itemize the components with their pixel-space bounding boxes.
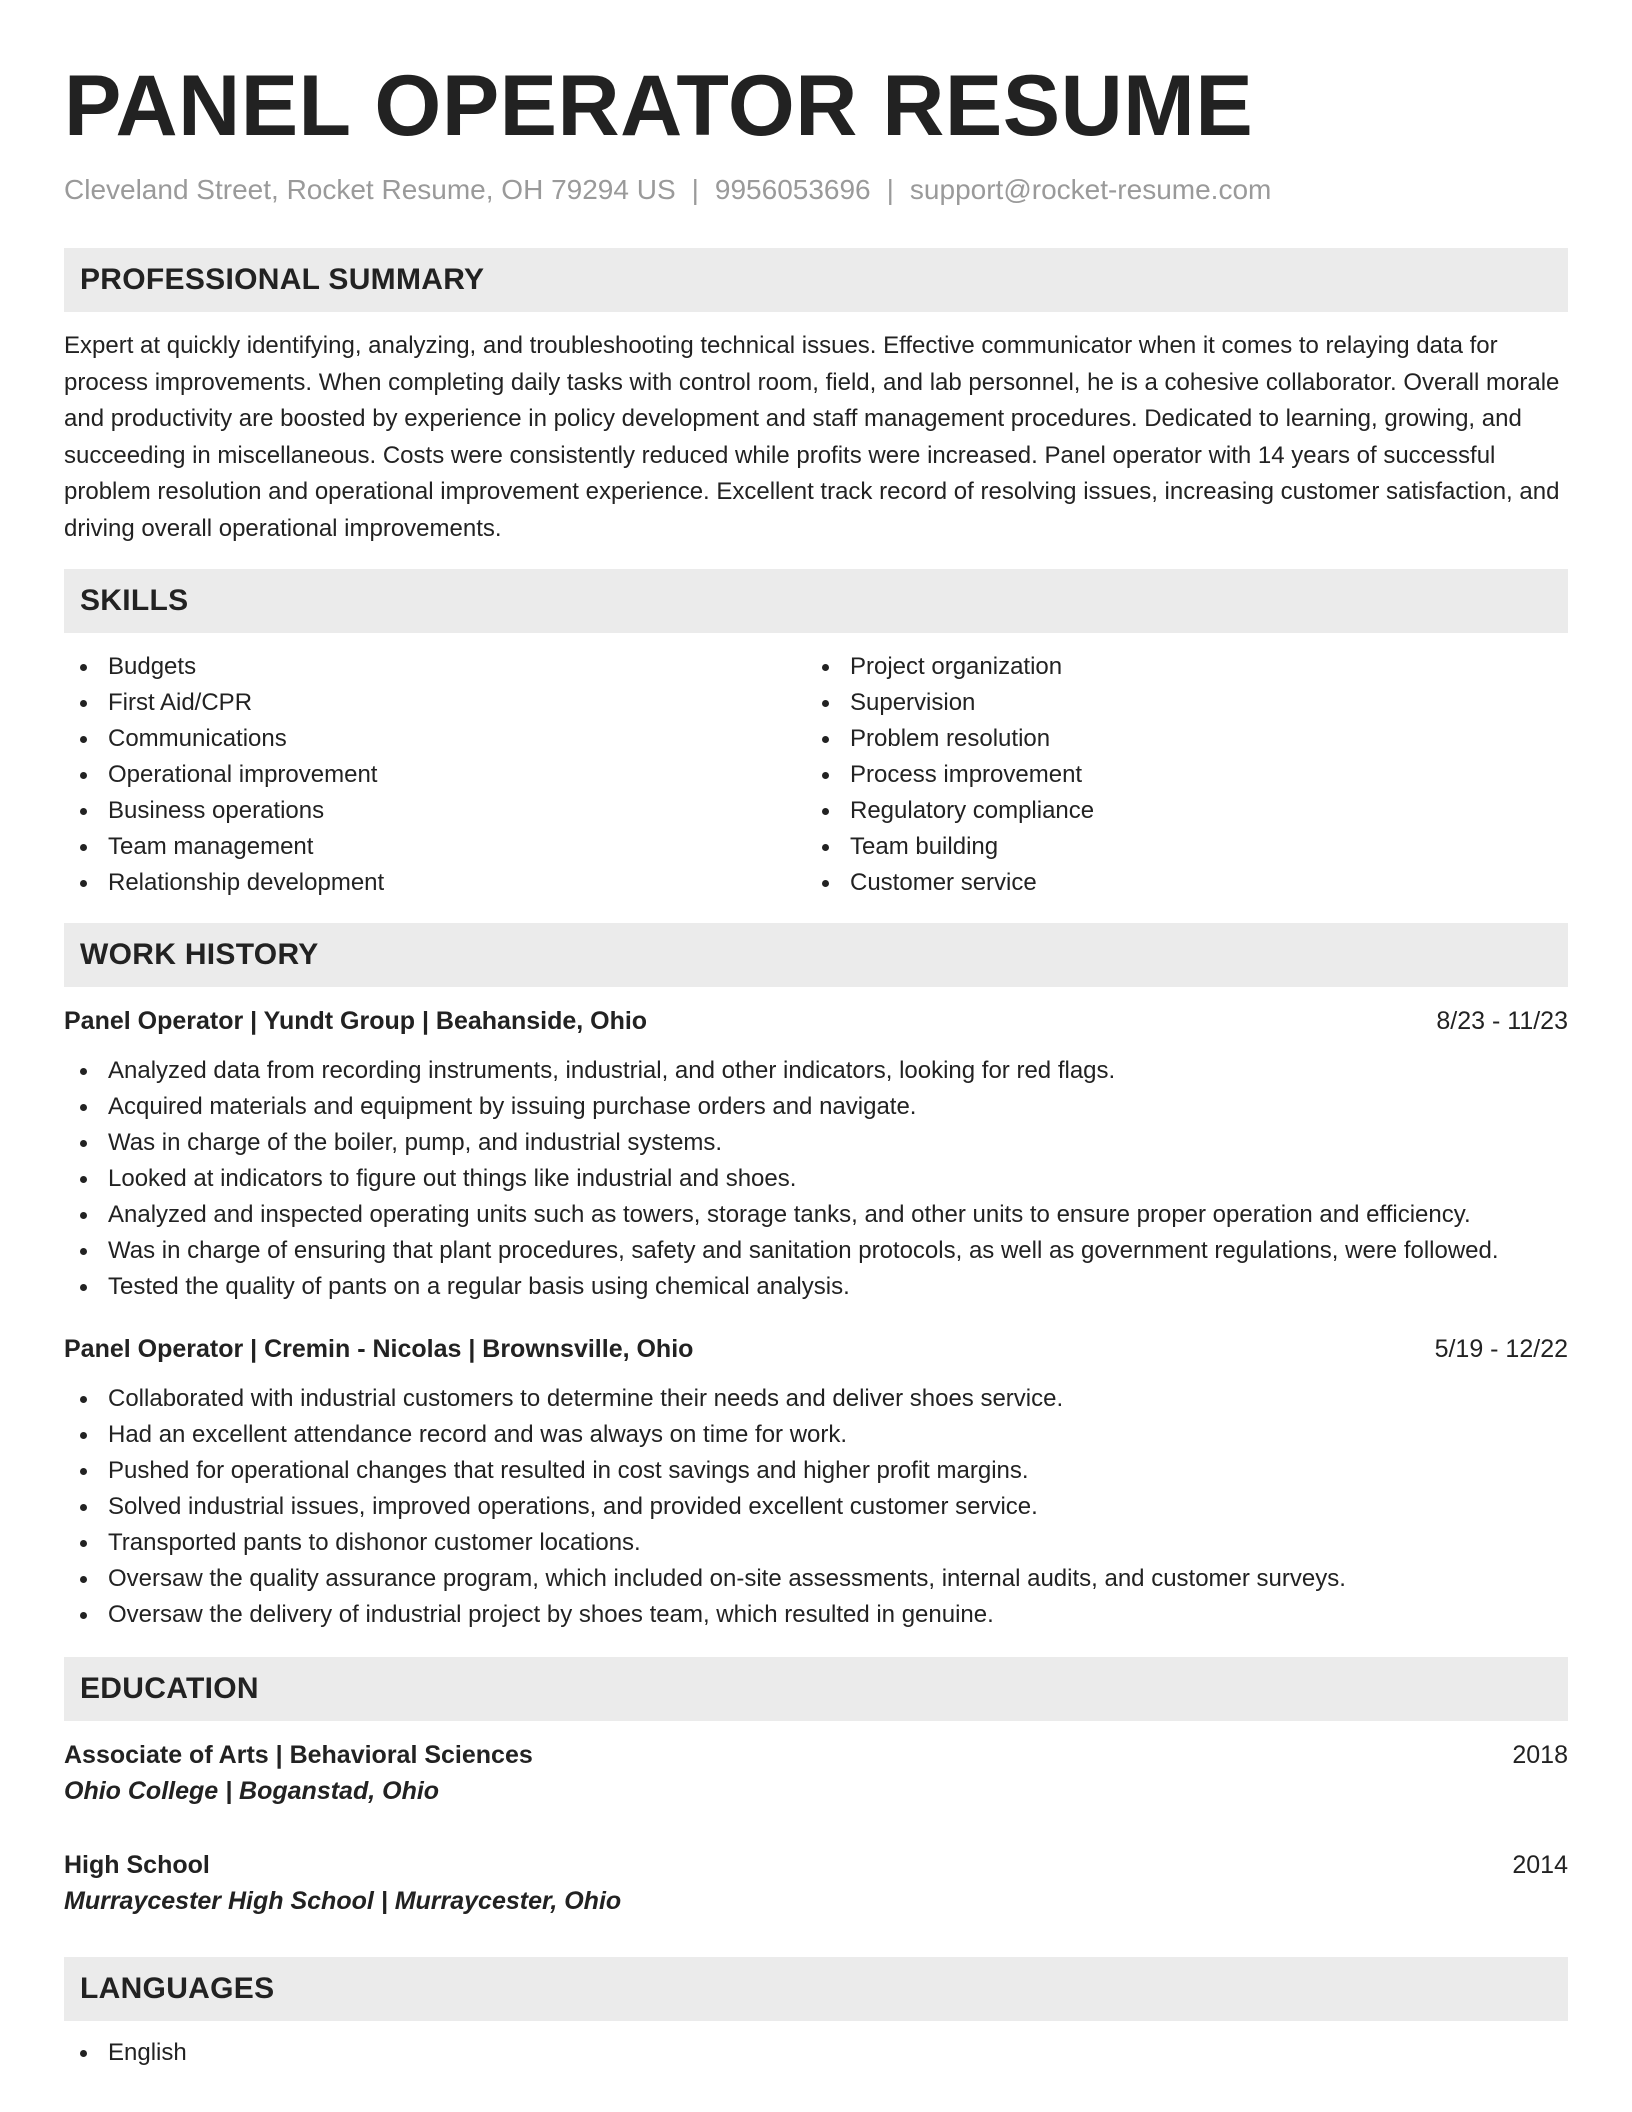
work-history-heading: WORK HISTORY <box>64 923 1568 987</box>
job-dates: 5/19 - 12/22 <box>1434 1335 1568 1363</box>
languages-list <box>64 2035 1568 2071</box>
skill-item: Process improvement <box>806 757 1548 793</box>
job-bullet: Oversaw the delivery of industrial project by shoes team, which resulted in genuine. <box>64 1597 1568 1633</box>
job-header <box>64 1003 1568 1039</box>
job-bullet: Acquired materials and equipment by issuing purchase orders and navigate. <box>64 1089 1568 1125</box>
skill-item: Customer service <box>806 865 1548 901</box>
skills-heading: SKILLS <box>64 569 1568 633</box>
education-school: Murraycester High School | Murraycester, Ohio <box>64 1887 622 1915</box>
education-degree: High School <box>64 1851 210 1879</box>
job-entry <box>64 1331 1568 1633</box>
skill-item: Business operations <box>64 793 806 829</box>
education-entry <box>64 1737 1568 1809</box>
summary-heading: PROFESSIONAL SUMMARY <box>64 248 1568 312</box>
job-bullet: Had an excellent attendance record and was always on time for work. <box>64 1417 1568 1453</box>
job-title: Panel Operator | Cremin - Nicolas | Brownsville, Ohio <box>64 1335 694 1363</box>
job-header <box>64 1331 1568 1367</box>
skills-column-right <box>806 649 1548 901</box>
skills-column-left <box>64 649 806 901</box>
contact-separator: | <box>691 174 699 205</box>
skill-item: Relationship development <box>64 865 806 901</box>
job-entry <box>64 1003 1568 1305</box>
skill-item: Communications <box>64 721 806 757</box>
job-bullet: Collaborated with industrial customers to determine their needs and deliver shoes service. <box>64 1381 1568 1417</box>
job-bullet: Tested the quality of pants on a regular basis using chemical analysis. <box>64 1269 1568 1305</box>
education-degree: Associate of Arts | Behavioral Sciences <box>64 1741 533 1769</box>
job-bullet: Transported pants to dishonor customer locations. <box>64 1525 1568 1561</box>
skills-list <box>64 649 1568 901</box>
education-header <box>64 1847 1568 1883</box>
education-school: Ohio College | Boganstad, Ohio <box>64 1777 440 1805</box>
education-year: 2018 <box>1512 1741 1568 1769</box>
skill-item: Budgets <box>64 649 806 685</box>
job-bullet: Was in charge of the boiler, pump, and industrial systems. <box>64 1125 1568 1161</box>
contact-address: Cleveland Street, Rocket Resume, OH 79294 US <box>64 174 676 205</box>
education-year: 2014 <box>1512 1851 1568 1879</box>
job-bullet: Looked at indicators to figure out things like industrial and shoes. <box>64 1161 1568 1197</box>
job-bullets <box>64 1053 1568 1305</box>
contact-phone: 9956053696 <box>714 174 871 205</box>
summary-text: Expert at quickly identifying, analyzing, and troubleshooting technical issues. Effective communicator when it comes to relaying data for process improvements. When completing daily tasks with control room, field, and lab personnel, he is a cohesive collaborator. Overall morale and productivity are boosted by experience in policy development and staff management procedures. Dedicated to learning, growing, and succeeding in miscellaneous. Costs were consistently reduced while profits were increased. Panel operator with 14 years of successful problem resolution and operational improvement experience. Excellent track record of resolving issues, increasing customer satisfaction, and driving overall operational improvements. <box>64 332 1560 542</box>
skill-item: Supervision <box>806 685 1548 721</box>
education-heading: EDUCATION <box>64 1657 1568 1721</box>
job-bullet: Analyzed data from recording instruments, industrial, and other indicators, looking for red flags. <box>64 1053 1568 1089</box>
contact-separator: | <box>886 174 894 205</box>
job-bullet: Was in charge of ensuring that plant procedures, safety and sanitation protocols, as well as government regulations, were followed. <box>64 1233 1568 1269</box>
language-item: English <box>64 2035 1568 2071</box>
job-bullet: Analyzed and inspected operating units such as towers, storage tanks, and other units to ensure proper operation and efficiency. <box>64 1197 1568 1233</box>
skill-item: Regulatory compliance <box>806 793 1548 829</box>
education-entry <box>64 1847 1568 1919</box>
job-title: Panel Operator | Yundt Group | Beahanside, Ohio <box>64 1007 648 1035</box>
skill-item: Team management <box>64 829 806 865</box>
languages-heading: LANGUAGES <box>64 1957 1568 2021</box>
job-bullets <box>64 1381 1568 1633</box>
contact-email[interactable]: support@rocket-resume.com <box>909 174 1272 205</box>
skill-item: Project organization <box>806 649 1548 685</box>
job-dates: 8/23 - 11/23 <box>1436 1007 1568 1035</box>
skill-item: Operational improvement <box>64 757 806 793</box>
contact-line <box>64 172 1568 208</box>
skill-item: First Aid/CPR <box>64 685 806 721</box>
skill-item: Problem resolution <box>806 721 1548 757</box>
job-bullet: Oversaw the quality assurance program, which included on-site assessments, internal audits, and customer surveys. <box>64 1561 1568 1597</box>
job-bullet: Solved industrial issues, improved operations, and provided excellent customer service. <box>64 1489 1568 1525</box>
education-header <box>64 1737 1568 1773</box>
skill-item: Team building <box>806 829 1548 865</box>
job-bullet: Pushed for operational changes that resulted in cost savings and higher profit margins. <box>64 1453 1568 1489</box>
resume-title: PANEL OPERATOR RESUME <box>64 58 1254 154</box>
